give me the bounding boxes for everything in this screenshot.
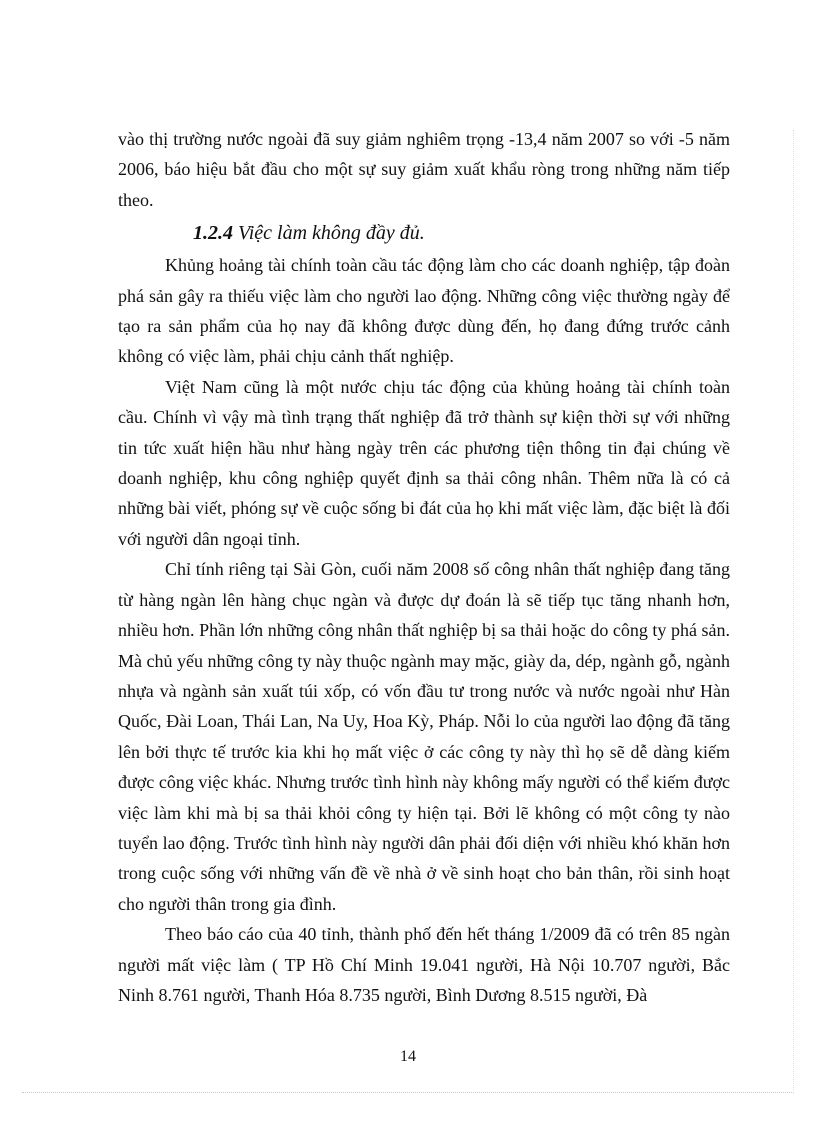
paragraph-4: Theo báo cáo của 40 tỉnh, thành phố đến hết tháng 1/2009 đã có trên 85 ngàn người mất việc làm ( TP Hồ Chí Minh 19.041 người, Hà Nội 10.707 người, Bắc Ninh 8.761 người, Thanh Hóa 8.735 người, Bình Dương 8.515 người, Đà <box>118 924 730 1005</box>
paragraph-3: Chỉ tính riêng tại Sài Gòn, cuối năm 2008 số công nhân thất nghiệp đang tăng từ hàng ngàn lên hàng chục ngàn và được dự đoán là sẽ tiếp tục tăng nhanh hơn, nhiều hơn. Phần lớn những công nhân thất nghiệp bị sa thải hoặc do công ty phá sản. Mà chủ yếu những công ty này thuộc ngành may mặc, giày da, dép, ngành gỗ, ngành nhựa và ngành sản xuất túi xốp, có vốn đầu tư trong nước và nước ngoài như Hàn Quốc, Đài Loan, Thái Lan, Na Uy, Hoa Kỳ, Pháp. Nỗi lo của người lao động đã tăng lên bởi thực tế trước kia khi họ mất việc ở các công ty này thì họ sẽ dễ dàng kiếm được công việc khác. Nhưng trước tình hình này không mấy người có thể kiếm được việc làm khi mà bị sa thải khỏi công ty hiện tại. Bởi lẽ không có một công ty nào tuyển lao động. Trước tình hình này người dân phải đối diện với nhiều khó khăn hơn trong cuộc sống với những vấn đề về nhà ở về sinh hoạt cho bản thân, rồi sinh hoạt cho người thân trong gia đình. <box>118 559 730 914</box>
section-heading <box>118 216 730 250</box>
paragraph-2: Việt Nam cũng là một nước chịu tác động của khủng hoảng tài chính toàn cầu. Chính vì vậy mà tình trạng thất nghiệp đã trở thành sự kiện thời sự với những tin tức xuất hiện hầu như hàng ngày trên các phương tiện thông tin đại chúng về doanh nghiệp, khu công nghiệp quyết định sa thải công nhân. Thêm nữa là có cả những bài viết, phóng sự về cuộc sống bi đát của họ khi mất việc làm, đặc biệt là đối với người dân ngoại tỉnh. <box>118 376 730 549</box>
section-title: Việc làm không đầy đủ. <box>238 222 425 245</box>
body-text <box>118 124 730 1010</box>
paragraph-continuation: vào thị trường nước ngoài đã suy giảm nghiêm trọng -13,4 năm 2007 so với -5 năm 2006, báo hiệu bắt đầu cho một sự suy giảm xuất khẩu ròng trong những năm tiếp theo. <box>118 129 730 210</box>
page-border-bottom <box>22 1092 794 1093</box>
page-border-right <box>793 130 794 1090</box>
section-number: 1.2.4 <box>193 222 233 245</box>
page-number: 14 <box>400 1048 416 1065</box>
paragraph-1: Khủng hoảng tài chính toàn cầu tác động làm cho các doanh nghiệp, tập đoàn phá sản gây ra thiếu việc làm cho người lao động. Những công việc thường ngày để tạo ra sản phẩm của họ nay đã không được dùng đến, họ đang đứng trước cảnh không có việc làm, phải chịu cảnh thất nghiệp. <box>118 255 730 367</box>
